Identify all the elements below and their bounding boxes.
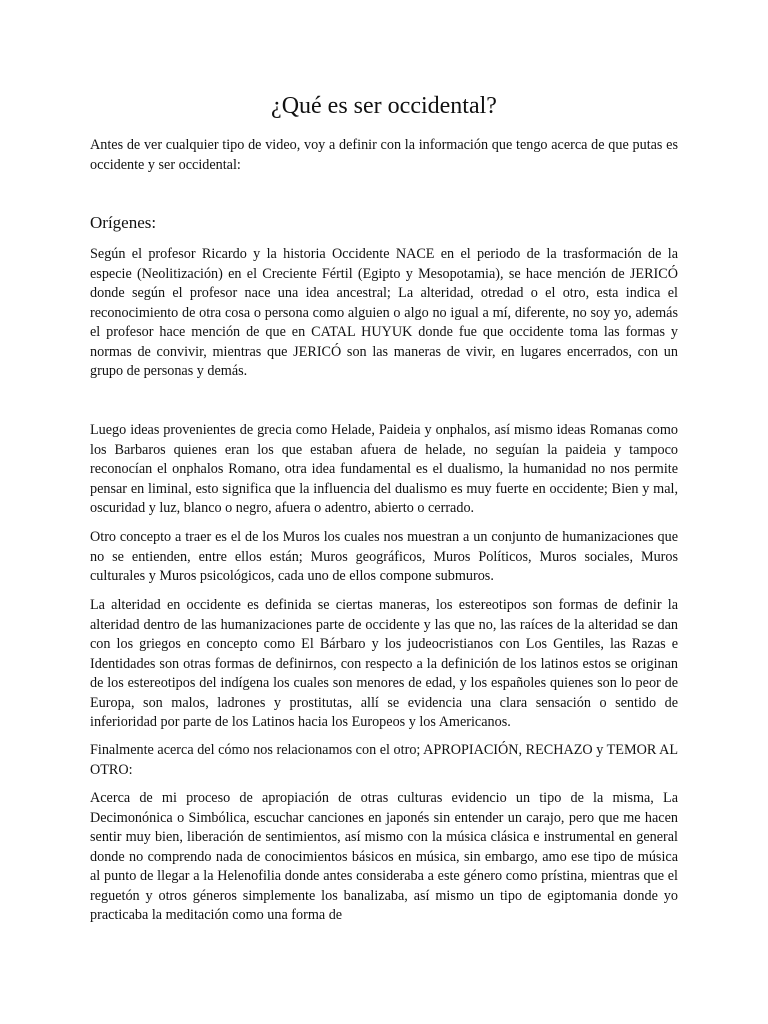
body-paragraph: Acerca de mi proceso de apropiación de otras culturas evidencio un tipo de la misma, La Decimonónica o Simbólica, escuchar canciones en japonés sin entender un carajo, pero que me hacen sentir muy bien, liberación de sentimientos, así mismo con la música clásica e instrumental en general donde no comprendo nada de conocimientos básicos en música, sin embargo, amo ese tipo de música al punto de llegar a la Helenofilia donde antes consideraba a este género como prístina, mientras que el reguetón y otros géneros simplemente los banalizaba, así mismo un tipo de egiptomania donde yo practicaba la meditación como una forma de [90, 790, 678, 923]
body-paragraph: Luego ideas provenientes de grecia como Helade, Paideia y onphalos, así mismo ideas Romanas como los Barbaros quienes eran los que estaban afuera de helade, no seguían la paideia y tampoco reconocían el onphalos Romano, otra idea fundamental es el dualismo, la humanidad no nos permite pensar en liminal, esto significa que la influencia del dualismo es muy fuerte en occidente; Bien y mal, oscuridad y luz, blanco o negro, afuera o adentro, abierto o cerrado. [90, 422, 678, 516]
body-paragraph: Otro concepto a traer es el de los Muros los cuales nos muestran a un conjunto de humanizaciones que no se entienden, entre ellos están; Muros geográficos, Muros Políticos, Muros sociales, Muros culturales y Muros psicológicos, cada uno de ellos compone submuros. [90, 529, 678, 584]
intro-paragraph: Antes de ver cualquier tipo de video, voy a definir con la información que tengo acerca de que putas es occidente y ser occidental: [90, 137, 678, 173]
body-paragraph: La alteridad en occidente es definida se ciertas maneras, los estereotipos son formas de definir la alteridad dentro de las humanizaciones parte de occidente y las que no, las raíces de la alteridad se dan con los griegos en concepto como El Bárbaro y los judeocristianos con Los Gentiles, las Razas e Identidades son otras formas de definirnos, con respecto a la definición de los latinos estos se originan de los estereotipos del indígena los cuales son menores de edad, y los españoles quienes son lo peor de Europa, son malos, ladrones y prostitutas, allí se evidencia una clara sensación o sentido de inferioridad por parte de los Latinos hacia los Europeos y los Americanos. [90, 597, 678, 730]
body-paragraph: Finalmente acerca del cómo nos relacionamos con el otro; APROPIACIÓN, RECHAZO y TEMOR AL OTRO: [90, 742, 678, 778]
page-title: ¿Qué es ser occidental? [271, 93, 497, 119]
body-paragraph: Según el profesor Ricardo y la historia Occidente NACE en el periodo de la trasformación de la especie (Neolitización) en el Creciente Fértil (Egipto y Mesopotamia), se hace mención de JERICÓ donde según el profesor nace una idea ancestral; La alteridad, otredad o el otro, esta indica el reconocimiento de otra cosa o persona como alguien o algo no igual a mí, diferente, no soy yo, además el profesor hace mención de que en CATAL HUYUK donde fue que occidente toma las formas y normas de convivir, mientras que JERICÓ son las maneras de vivir, en lugares encerrados, con un grupo de personas y demás. [90, 246, 678, 379]
section-heading-origenes: Orígenes: [90, 213, 157, 232]
